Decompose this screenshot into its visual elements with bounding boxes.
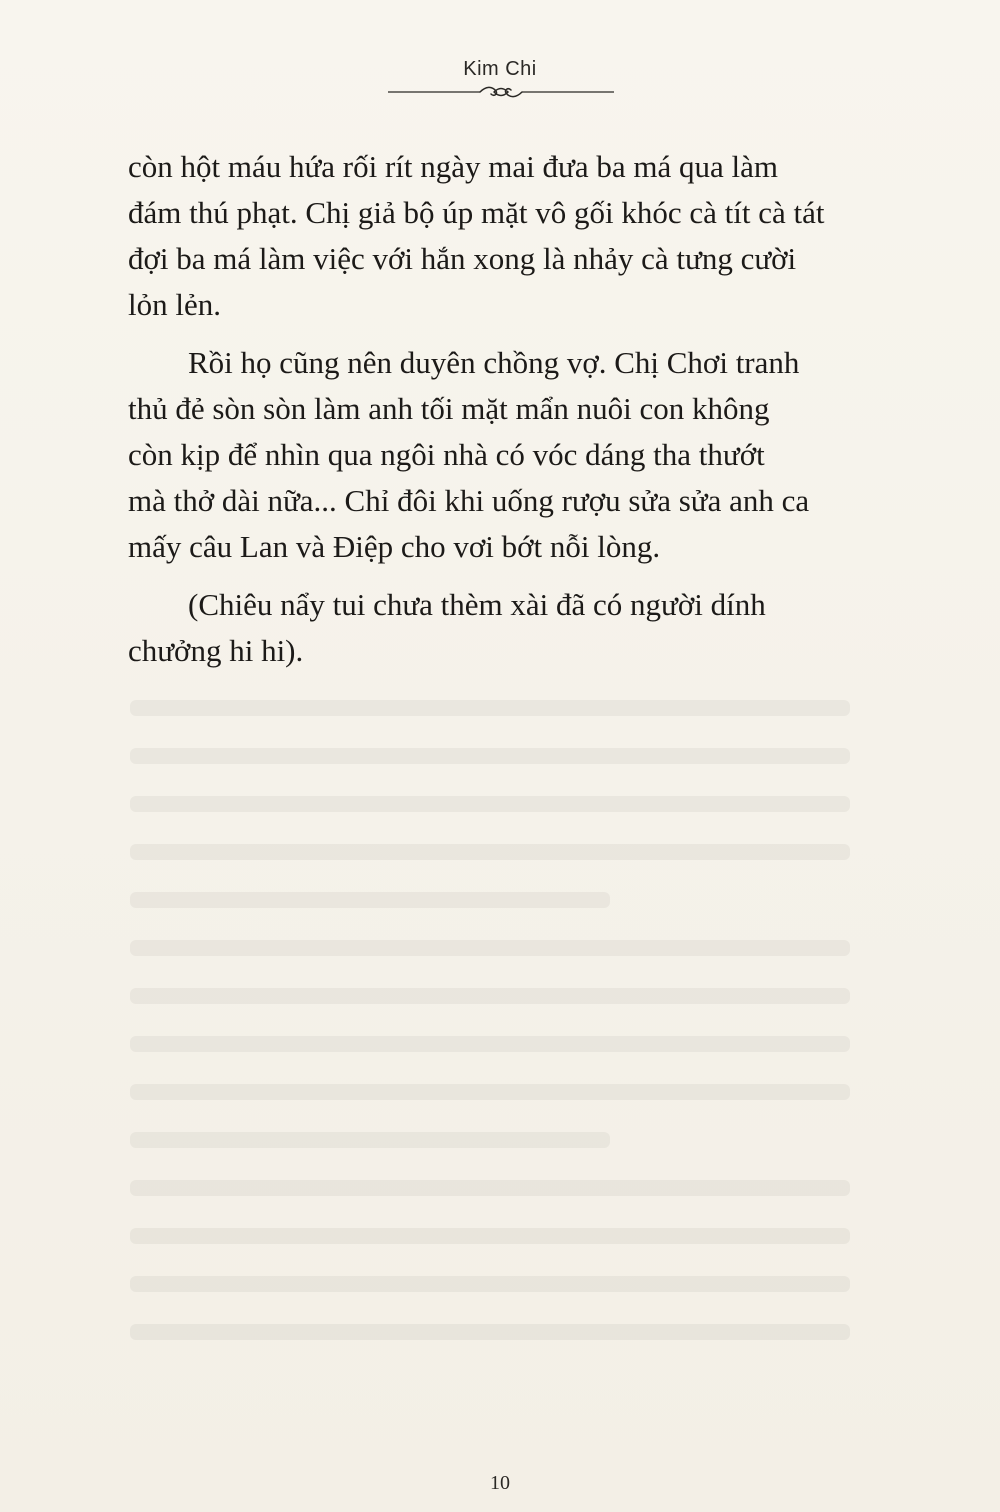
bleed-through-line bbox=[130, 892, 610, 908]
text-line: đám thú phạt. Chị giả bộ úp mặt vô gối khóc cà tít cà tát bbox=[128, 195, 825, 230]
text-line: mà thở dài nữa... Chỉ đôi khi uống rượu sửa sửa anh ca bbox=[128, 483, 810, 518]
bleed-through-line bbox=[130, 1324, 850, 1340]
bleed-through-line bbox=[130, 988, 850, 1004]
bleed-through-line bbox=[130, 940, 850, 956]
page-number: 10 bbox=[490, 1472, 510, 1494]
bleed-through-line bbox=[130, 700, 850, 716]
bleed-through-line bbox=[130, 1180, 850, 1196]
bleed-through-line bbox=[130, 1276, 850, 1292]
text-line: còn kịp để nhìn qua ngôi nhà có vóc dáng tha thướt bbox=[128, 437, 765, 472]
bleed-through-line bbox=[130, 796, 850, 812]
bleed-through-line bbox=[130, 844, 850, 860]
text-line: lỏn lẻn. bbox=[128, 287, 221, 322]
paragraph-2 bbox=[128, 340, 880, 570]
bleed-through-line bbox=[130, 1228, 850, 1244]
paragraph-1 bbox=[128, 144, 880, 328]
bleed-through-line bbox=[130, 748, 850, 764]
paragraph-3 bbox=[128, 582, 880, 674]
bleed-through-line bbox=[130, 1084, 850, 1100]
text-line: đợi ba má làm việc với hắn xong là nhảy cà tưng cười bbox=[128, 241, 797, 276]
text-line: Rồi họ cũng nên duyên chồng vợ. Chị Chơi tranh bbox=[188, 345, 800, 380]
text-line: thủ đẻ sòn sòn làm anh tối mặt mẩn nuôi con không bbox=[128, 391, 770, 426]
body-text bbox=[128, 144, 880, 674]
text-line: chưởng hi hi). bbox=[128, 633, 304, 668]
text-line: mấy câu Lan và Điệp cho vơi bớt nỗi lòng. bbox=[128, 529, 661, 564]
bleed-through-line bbox=[130, 1036, 850, 1052]
text-line: còn hột máu hứa rối rít ngày mai đưa ba má qua làm bbox=[128, 149, 778, 184]
header-ornament-rule bbox=[388, 82, 614, 102]
running-header-author: Kim Chi bbox=[463, 58, 537, 80]
bleed-through-line bbox=[130, 1132, 610, 1148]
text-line: (Chiêu nẩy tui chưa thèm xài đã có người dính bbox=[188, 587, 766, 622]
